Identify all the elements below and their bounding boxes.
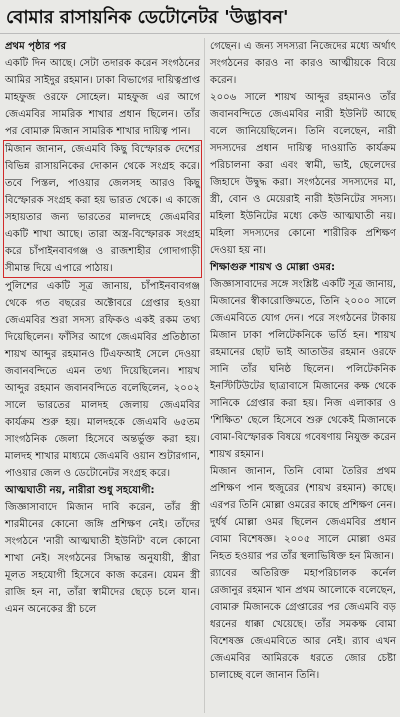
- headline: বোমার রাসায়নিক ডেটোনেটর 'উদ্ভাবন': [0, 0, 400, 34]
- right-paragraph-2: ২০০৬ সালে শায়খ আব্দুর রহমানও তাঁর জবানবন্দিতে জেএমবির নারী ইউনিট আছে বলে জানিয়েছিলেন। তিনি বলেছেন, নারী সদস্যদের প্রধান দায়িত্ব দাওয়াতি কার্যক্রম পরিচালনা করা এবং স্বামী, ভাই, ছেলেদের জিহাদে উদ্বুদ্ধ করা। সংগঠনের সদস্যদের মা, স্ত্রী, বোন ও মেয়েরাই নারী ইউনিটের সদস্য। মহিলা ইউনিটের মধ্যে কেউ আত্মঘাতী নয়। মহিলা সদস্যদের কোনো শারীরিক প্রশিক্ষণ দেওয়া হয় না।: [210, 92, 396, 256]
- left-paragraph-1: একটি দিন আছে। সেটা তদারক করেন সংগঠনের আমির সাইদুর রহমান। ঢাকা বিভাগের দায়িত্বপ্রাপ্ত মাহফুজ ওরফে সোহেল। মাহফুজ এর আগে জেএমবির সামরিক শাখার প্রধান ছিলেন। তাঁর পর বোমারু মিজান সামরিক শাখার দায়িত্ব পান।: [5, 58, 200, 137]
- right-paragraph-4: মিজান জানান, তিনি বোমা তৈরির প্রথম প্রশিক্ষণ পান হুজুরের (শায়খ রহমান) কাছে। এরপর তিনি মোল্লা ওমরের কাছে প্রশিক্ষণ নেন। দুর্ধর্ষ মোল্লা ওমর ছিলেন জেএমবির প্রধান বোমা বিশেষজ্ঞ। ২০০৫ সালে মোল্লা ওমর নিহত হওয়ার পর তাঁর স্থলাভিষিক্ত হন মিজান।: [210, 466, 396, 562]
- left-column: [3, 38, 202, 713]
- right-paragraph-3: জিজ্ঞাসাবাদের সঙ্গে সংশ্লিষ্ট একটি সূত্র জানায়, মিজানের স্বীকারোক্তিমতে, তিনি ২০০০ সালে জেএমবিতে যোগ দেন। পরে সংগঠনের টাকায় মিজান ঢাকা পলিটেকনিকে ভর্তি হন। শায়খ রহমানের ছোট ভাই আতাউর রহমান ওরফে সানি তাঁর ঘনিষ্ঠ ছিলেন। পলিটেকনিক ইনস্টিটিউটের ছাত্রাবাসে মিজানের কক্ষ থেকে সানিকে গ্রেপ্তার করা হয়। নিজ এলাকার ও 'শিক্ষিত' ছেলে হিসেবে শুরু থেকেই মিজানকে বোমা-বিস্ফোরক বিষয়ে গবেষণায় নিযুক্ত করেন শায়খ রহমান।: [210, 279, 396, 460]
- subhead-women-role: আত্মঘাতী নয়, নারীরা শুধু সহযোগী:: [5, 485, 155, 496]
- left-paragraph-3: জিজ্ঞাসাবাদে মিজান দাবি করেন, তাঁর স্ত্রী শারমীনের কোনো জঙ্গি প্রশিক্ষণ নেই। তাঁদের সংগঠনে 'নারী আত্মঘাতী ইউনিট' বলে কোনো শাখা নেই। সংগঠনের সিদ্ধান্ত অনুযায়ী, স্ত্রীরা মূলত সহযোগী হিসেবে কাজ করেন। যেমন স্ত্রী রাজি হন না, তাঁরা স্বামীদের ছেড়ে চলে যান। এমন অনেকের স্ত্রী চলে: [5, 502, 200, 615]
- continued-label: প্রথম পৃষ্ঠার পর: [5, 41, 67, 52]
- subhead-mentors: শিক্ষাগুরু শায়খ ও মোল্লা ওমর:: [210, 262, 335, 273]
- right-paragraph-5: র‍্যাবের অতিরিক্ত মহাপরিচালক কর্নেল রেজানুর রহমান খান প্রথম আলোকে বলেছেন, বোমারু মিজানকে গ্রেপ্তারের পর জেএমবি বড় ধরনের ধাক্কা খেয়েছে। তাঁর সমকক্ষ বোমা বিশেষজ্ঞ জেএমবিতে আর নেই। র‍্যাব এখন জেএমবির আমিরকে ধরতে জোর চেষ্টা চালাচ্ছে বলে জানান তিনি।: [210, 568, 396, 681]
- left-paragraph-2: পুলিশের একটি সূত্র জানায়, চাঁপাইনবাবগঞ্জ থেকে গত বছরের অক্টোবরে গ্রেপ্তার হওয়া জেএমবির শুরা সদস্য রফিকও একই রকম তথ্য দিয়েছিলেন। ফাঁসির আগে জেএমবির প্রতিষ্ঠাতা শায়খ আব্দুর রহমানও টিএফআই সেলে দেওয়া জবানবন্দিতে এমন তথ্য দিয়েছিলেন। শায়খ আব্দুর রহমান জবানবন্দিতে বলেছিলেন, ২০০২ সালে ভারতের মালদহ জেলায় জেএমবির কার্যক্রম শুরু হয়। মালদহকে জেএমবি ৬৫তম সাংগঠনিক জেলা হিসেবে অন্তর্ভুক্ত করা হয়। মালদহ শাখার মাধ্যমে জেএমবি ওয়ান শুটারগান, পাওয়ার জেল ও ডেটোনেটর সংগ্রহ করে।: [5, 281, 200, 479]
- highlighted-paragraph: মিজান জানান, জেএমবি কিছু বিস্ফোরক দেশের বিভিন্ন রাসায়নিকের দোকান থেকে সংগ্রহ করে। তবে পিস্তল, পাওয়ার জেলসহ আরও কিছু বিস্ফোরক সংগ্রহ করা হয় ভারত থেকে। এ কাজে সহায়তার জন্য ভারতের মালদহে জেএমবির একটি শাখা আছে। তারা অস্ত্র-বিস্ফোরক সংগ্রহ করে চাঁপাইনবাবগঞ্জ ও রাজশাহীর গোদাগাড়ী সীমান্ত দিয়ে এপারে পাঠায়।: [3, 140, 202, 278]
- right-column: [208, 38, 398, 713]
- column-divider: [204, 38, 205, 713]
- right-paragraph-1: গেছেন। এ জন্য সদস্যরা নিজেদের মধ্যে অর্থাৎ সংগঠনের কারও না কারও আত্মীয়কে বিয়ে করেন।: [210, 41, 396, 86]
